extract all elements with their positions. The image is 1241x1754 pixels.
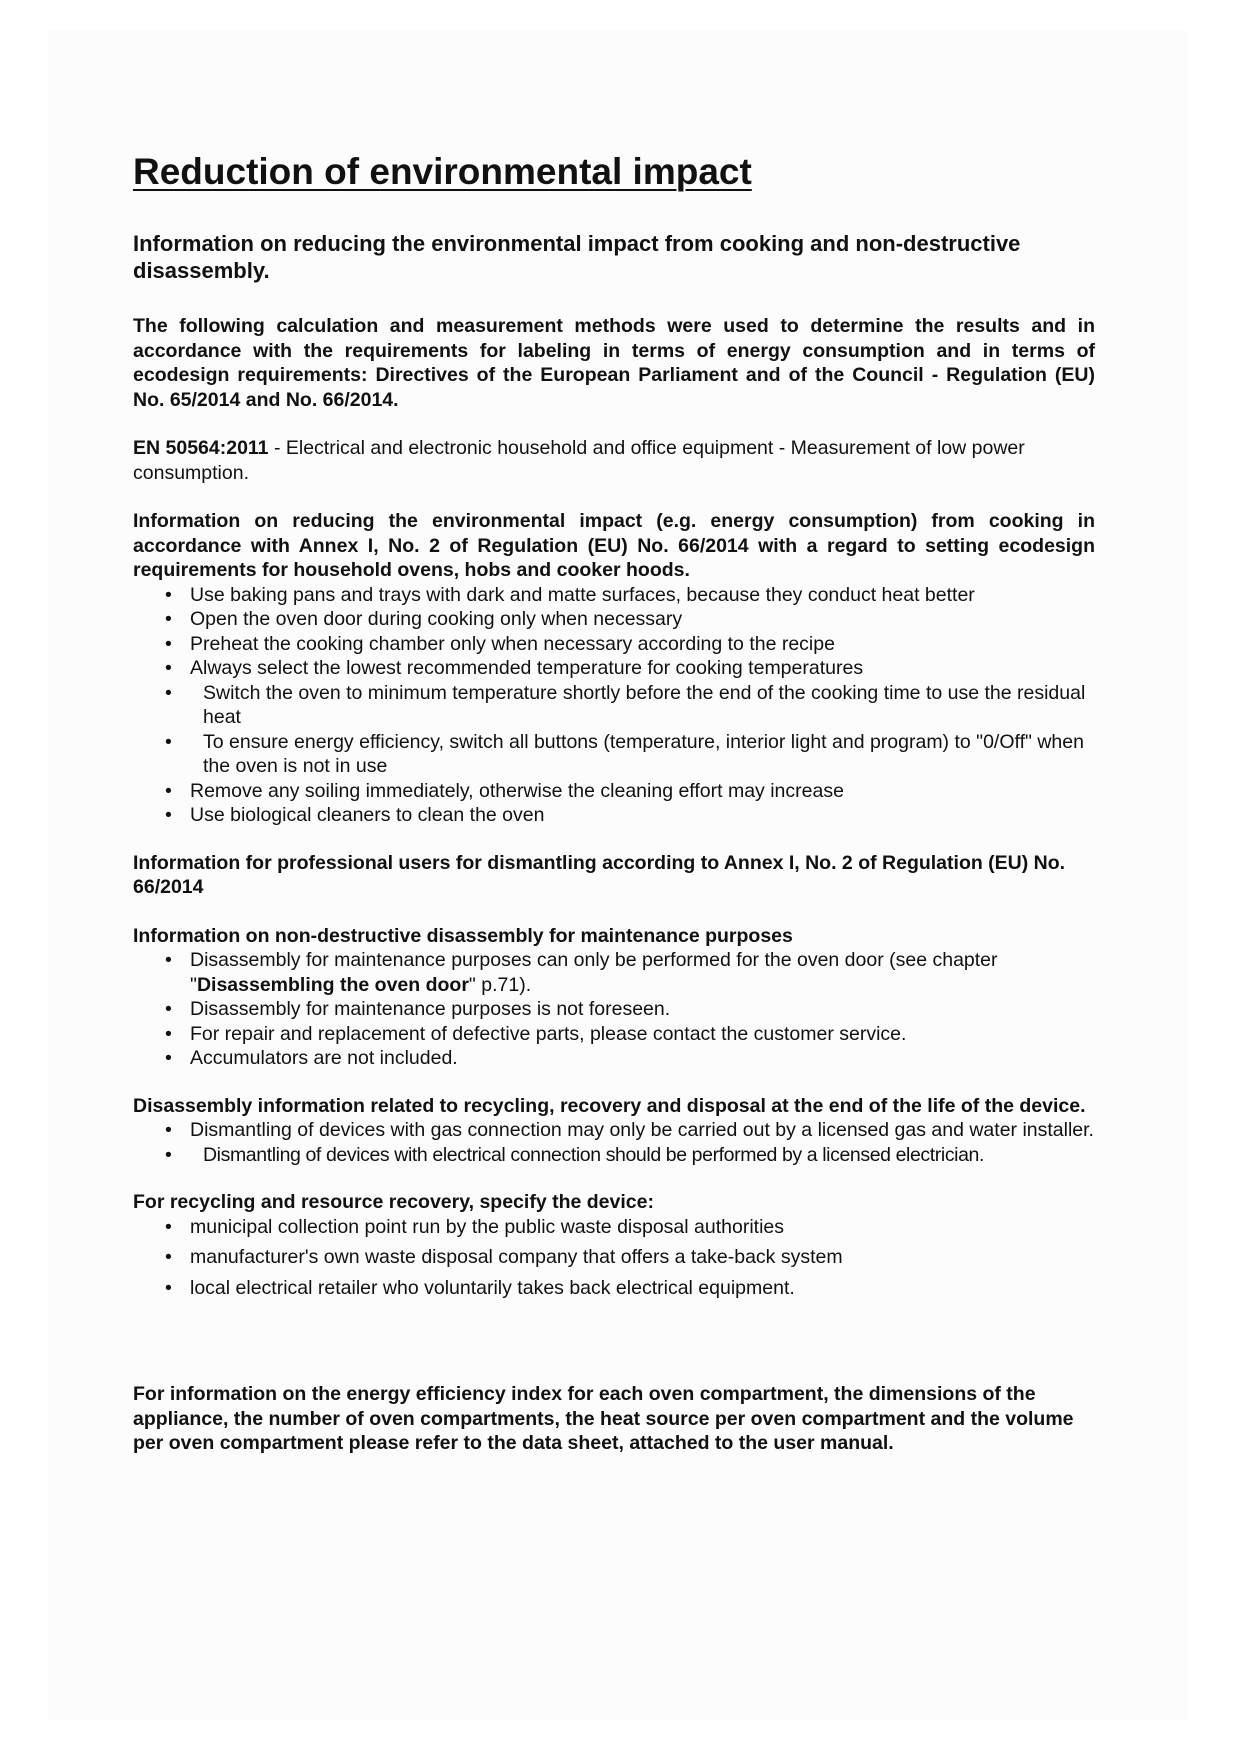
document-page <box>133 150 1095 1456</box>
list-item: • manufacturer's own waste disposal company that offers a take-back system <box>165 1245 1095 1270</box>
chapter-reference: Disassembling the oven door <box>196 973 469 996</box>
list-item: • Preheat the cooking chamber only when necessary according to the recipe <box>165 632 1095 657</box>
disposal-list <box>133 1118 1095 1167</box>
professional-heading: Information for professional users for dismantling according to Annex I, No. 2 of Regulation (EU) No. 66/2014 <box>133 851 1066 899</box>
intro-paragraph: The following calculation and measurement methods were used to determine the results and in accordance with the requirements for labeling in terms of energy consumption and in terms of ecodesign requirements: Directives of the European Parliament and of the Council - Regulation (EU) No. 65/2014 and No. 66/2014. <box>133 315 1095 411</box>
list-item: • To ensure energy efficiency, switch all buttons (temperature, interior light and program) to "0/Off" when the oven is not in use <box>165 730 1095 779</box>
list-item: • municipal collection point run by the public waste disposal authorities <box>165 1215 1095 1240</box>
cooking-heading: Information on reducing the environmental impact (e.g. energy consumption) from cooking in accordance with Annex I, No. 2 of Regulation (EU) No. 66/2014 with a regard to setting ecodesign requirements for household ovens, hobs and cooker hoods. <box>133 510 1095 582</box>
standard-text: - Electrical and electronic household and office equipment - Measurement of low power consumption. <box>133 437 1025 484</box>
maintenance-list <box>133 948 1095 1071</box>
list-item: • Use biological cleaners to clean the oven <box>165 803 1095 828</box>
maintenance-heading: Information on non-destructive disassembly for maintenance purposes <box>133 924 793 947</box>
list-item: • Remove any soiling immediately, otherwise the cleaning effort may increase <box>165 779 1095 804</box>
standard-code: EN 50564:2011 <box>133 437 269 460</box>
recycling-list <box>133 1215 1095 1301</box>
list-item: • Always select the lowest recommended temperature for cooking temperatures <box>165 656 1095 681</box>
standard-paragraph <box>133 436 1095 485</box>
list-item: • Dismantling of devices with gas connection may only be carried out by a licensed gas and water installer. <box>165 1118 1095 1143</box>
page-subtitle: Information on reducing the environmental impact from cooking and non-destructive disassembly. <box>133 231 1021 284</box>
list-item: • Switch the oven to minimum temperature shortly before the end of the cooking time to use the residual heat <box>165 681 1095 730</box>
list-item: • Use baking pans and trays with dark and matte surfaces, because they conduct heat better <box>165 583 1095 608</box>
list-item: • local electrical retailer who voluntarily takes back electrical equipment. <box>165 1276 1095 1301</box>
list-item <box>165 948 1095 997</box>
disposal-heading: Disassembly information related to recycling, recovery and disposal at the end of the life of the device. <box>133 1094 1086 1117</box>
footer-note: For information on the energy efficiency index for each oven compartment, the dimensions of the appliance, the number of oven compartments, the heat source per oven compartment and the volume per oven compartment please refer to the data sheet, attached to the user manual. <box>133 1383 1074 1455</box>
cooking-list <box>133 583 1095 828</box>
list-item: • For repair and replacement of defective parts, please contact the customer service. <box>165 1022 1095 1047</box>
list-item: • Disassembly for maintenance purposes is not foreseen. <box>165 997 1095 1022</box>
item-text-pre: Disassembly for maintenance purposes can only be performed for the oven door (see chapter " <box>190 949 998 996</box>
item-text-post: " p.71). <box>468 973 532 996</box>
list-item: • Dismantling of devices with electrical connection should be performed by a licensed electrician. <box>165 1143 1095 1168</box>
list-item: • Open the oven door during cooking only when necessary <box>165 607 1095 632</box>
list-item: • Accumulators are not included. <box>165 1046 1095 1071</box>
page-title: Reduction of environmental impact <box>133 151 752 192</box>
recycling-heading: For recycling and resource recovery, specify the device: <box>133 1191 654 1214</box>
